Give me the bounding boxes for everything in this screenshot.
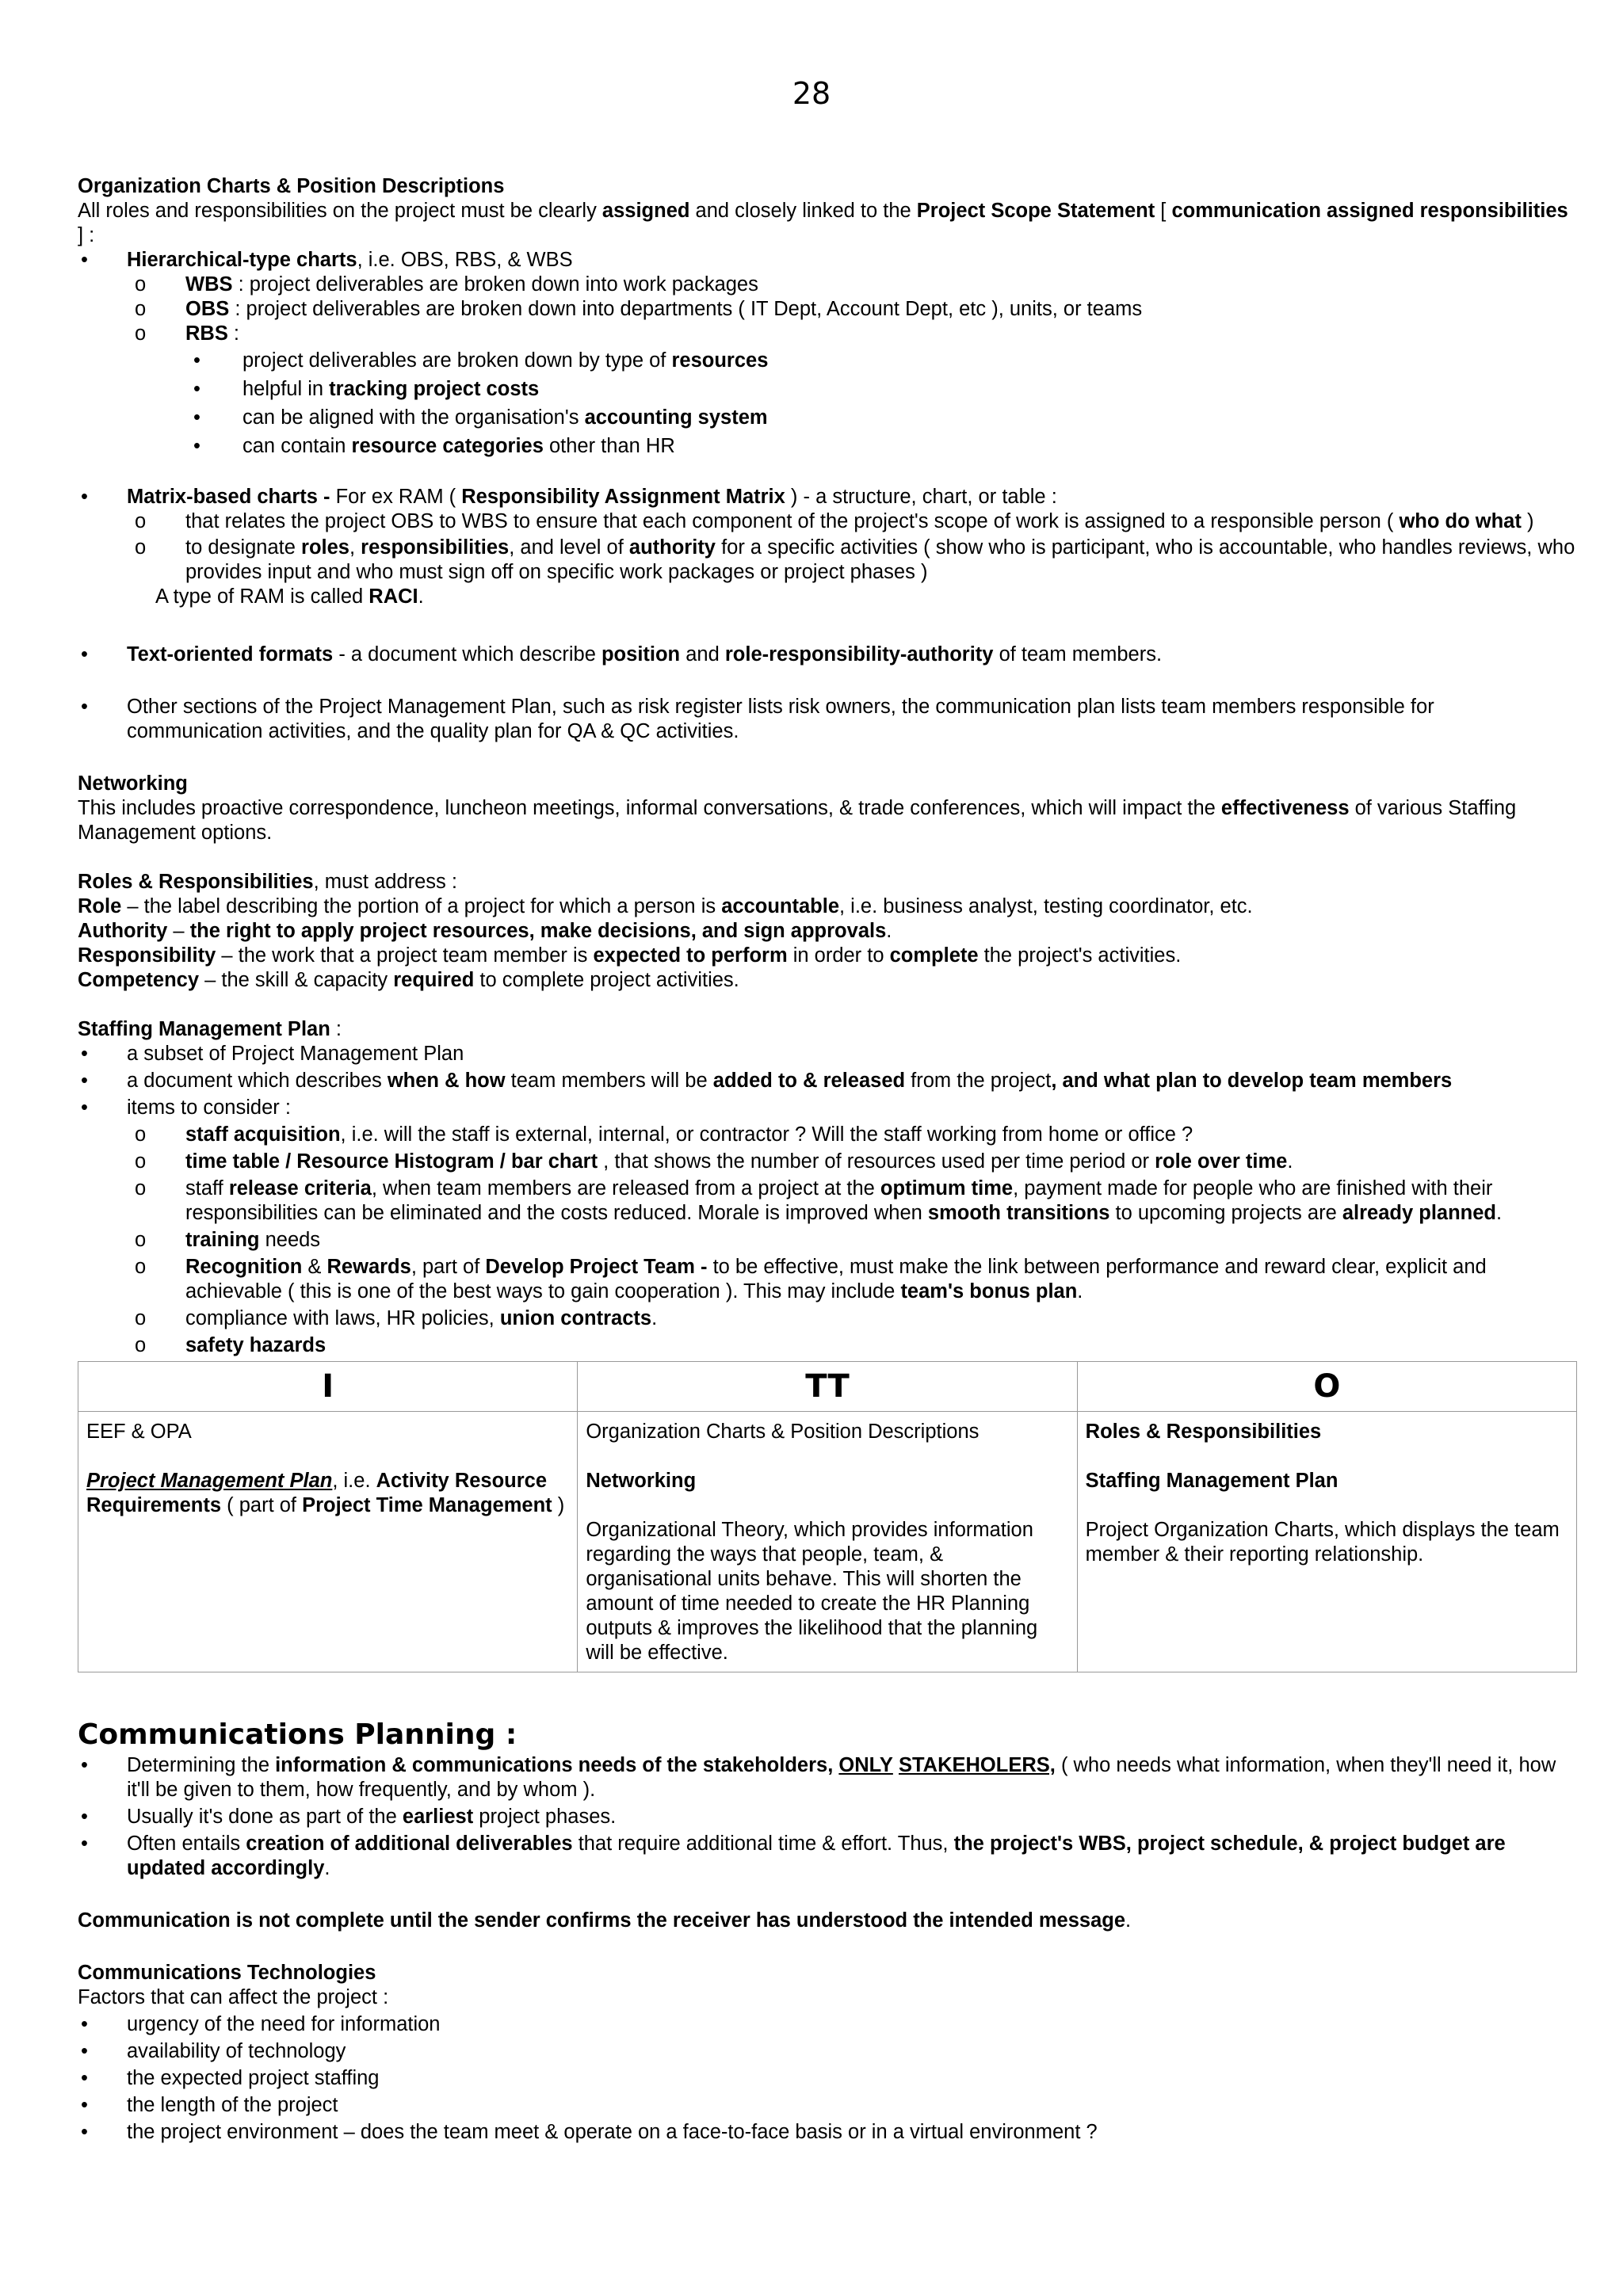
circle-bullet-icon: o (135, 273, 147, 296)
section-title-roles: Roles & Responsibilities, must address : (78, 871, 457, 893)
list-item: • a subset of Project Management Plan (81, 1043, 464, 1065)
circle-bullet-icon: o (135, 322, 147, 345)
list-item: o Recognition & Rewards, part of Develop Project Team - to be effective, must make the link between performance and reward clear, explicit and achievable ( this is one of the best ways to gain cooperation ). This may include team's bonus plan. (135, 1256, 1487, 1302)
list-item: o that relates the project OBS to WBS to ensure that each component of the project's scope of work is assigned to a responsible person ( who do what ) (135, 510, 1534, 532)
list-item: o safety hazards (135, 1334, 327, 1356)
bullet-icon: • (81, 249, 88, 271)
bullet-icon: • (81, 1833, 88, 1855)
role-definition: Role – the label describing the portion of a project for which a person is accountable, i.e. business analyst, testing coordinator, etc. (78, 895, 1253, 917)
table-row (78, 1412, 1577, 1672)
circle-bullet-icon: o (135, 1123, 147, 1146)
authority-definition: Authority – the right to apply project resources, make decisions, and sign approvals. (78, 920, 892, 942)
list-item: o to designate roles, responsibilities, and level of authority for a specific activities ( show who is participant, who is accountable, who handles reviews, who provides input and who must sign off on specific work packages or project phases ) (135, 536, 1575, 583)
list-item: • the expected project staffing (81, 2067, 380, 2089)
circle-bullet-icon: o (135, 298, 147, 320)
list-item: • Usually it's done as part of the earliest project phases. (81, 1806, 617, 1828)
list-item: • Hierarchical-type charts, i.e. OBS, RBS, & WBS (81, 249, 573, 271)
page-content (78, 174, 1575, 2145)
bullet-icon: • (81, 643, 88, 666)
networking-text: This includes proactive correspondence, luncheon meetings, informal conversations, & trade conferences, which will impact the effectiveness of various Staffing Management options. (78, 797, 1517, 844)
itto-table (78, 1361, 1577, 1672)
bullet-icon: • (81, 1097, 88, 1119)
list-item: • Determining the information & communications needs of the stakeholders, ONLY STAKEHOLERS, ( who needs what information, when they'll need it, how it'll be given to them, how frequently, and by whom ). (81, 1754, 1556, 1801)
comm-list (78, 1753, 1575, 1881)
inputs-cell: EEF & OPA Project Management Plan, i.e. Activity Resource Requirements ( part of Project Time Management ) (78, 1412, 578, 1672)
list-item: • helpful in tracking project costs (78, 375, 1575, 403)
section-title-org-charts: Organization Charts & Position Descriptions (78, 175, 505, 197)
bullet-icon: • (81, 1806, 88, 1828)
outputs-cell: Roles & Responsibilities Staffing Management Plan Project Organization Charts, which displays the team member & their reporting relationship. (1077, 1412, 1576, 1672)
bullet-icon: • (81, 696, 88, 718)
bullet-icon: • (193, 378, 200, 400)
list-item: • availability of technology (81, 2040, 346, 2062)
bullet-icon: • (81, 2067, 88, 2089)
communication-complete-note: Communication is not complete until the sender confirms the receiver has understood the intended message. (78, 1909, 1132, 1932)
responsibility-definition: Responsibility – the work that a project team member is expected to perform in order to complete the project's activities. (78, 944, 1182, 967)
list-item: • the project environment – does the team meet & operate on a face-to-face basis or in a virtual environment ? (81, 2121, 1098, 2143)
list-item: o compliance with laws, HR policies, union contracts. (135, 1307, 658, 1329)
list-item: • a document which describes when & how team members will be added to & released from the project, and what plan to develop team members (81, 1070, 1453, 1092)
bullet-icon: • (81, 486, 88, 508)
circle-bullet-icon: o (135, 1229, 147, 1251)
section-title-networking: Networking (78, 772, 188, 795)
circle-bullet-icon: o (135, 1334, 147, 1356)
bullet-icon: • (81, 2121, 88, 2143)
bullet-icon: • (81, 2094, 88, 2116)
page-number: 28 (792, 76, 831, 111)
header-outputs: O (1077, 1362, 1576, 1412)
factors-list (78, 2012, 1575, 2145)
list-item: • can be aligned with the organisation's accounting system (78, 403, 1575, 432)
header-tools: TT (578, 1362, 1077, 1412)
section-title-staffing: Staffing Management Plan : (78, 1018, 342, 1040)
bullet-icon: • (193, 406, 200, 429)
org-intro: All roles and responsibilities on the project must be clearly assigned and closely linked to the Project Scope Statement [ communication assigned responsibilities ] : (78, 200, 1568, 246)
circle-bullet-icon: o (135, 1256, 147, 1278)
list-item: o training needs (135, 1229, 321, 1251)
bullet-icon: • (81, 1754, 88, 1776)
circle-bullet-icon: o (135, 1150, 147, 1173)
bullet-icon: • (81, 2040, 88, 2062)
list-item: o staff release criteria, when team members are released from a project at the optimum time, payment made for people who are finished with their responsibilities can be eliminated and the costs reduced. Morale is improved when smooth transitions to upcoming projects are already planned. (135, 1177, 1503, 1224)
list-item: o staff acquisition, i.e. will the staff is external, internal, or contractor ? Will the staff working from home or office ? (135, 1123, 1193, 1146)
list-item: o RBS : (135, 322, 240, 345)
section-title-communications-planning: Communications Planning : (78, 1718, 517, 1751)
circle-bullet-icon: o (135, 536, 147, 559)
list-item: o time table / Resource Histogram / bar chart , that shows the number of resources used per time period or role over time. (135, 1150, 1293, 1173)
list-item: • project deliverables are broken down by type of resources (78, 346, 1575, 375)
circle-bullet-icon: o (135, 510, 147, 532)
bullet-icon: • (81, 1070, 88, 1092)
bullet-icon: • (81, 1043, 88, 1065)
circle-bullet-icon: o (135, 1307, 147, 1329)
table-header-row (78, 1362, 1577, 1412)
list-item: o WBS : project deliverables are broken down into work packages (135, 273, 758, 296)
org-chart-types (78, 248, 1575, 460)
comm-tech-intro: Factors that can affect the project : (78, 1986, 389, 2008)
section-title-comm-technologies: Communications Technologies (78, 1962, 376, 1984)
list-item: • Often entails creation of additional deliverables that require additional time & effort. Thus, the project's WBS, project schedule, & project budget are updated accordingly. (81, 1833, 1506, 1879)
list-item: • the length of the project (81, 2094, 338, 2116)
bullet-icon: • (193, 435, 200, 457)
list-item: • Matrix-based charts - For ex RAM ( Responsibility Assignment Matrix ) - a structure, chart, or table : (81, 486, 1057, 508)
text-formats (78, 643, 1575, 667)
tools-cell: Organization Charts & Position Descriptions Networking Organizational Theory, which provides information regarding the ways that people, team, & organisational units behave. This will shorten the amount of time needed to create the HR Planning outputs & improves the likelihood that the planning will be effective. (578, 1412, 1077, 1672)
list-item: • urgency of the need for information (81, 2013, 441, 2035)
list-item: • Text-oriented formats - a document which describe position and role-responsibility-authority of team members. (81, 643, 1163, 666)
matrix-charts (78, 485, 1575, 585)
bullet-icon: • (193, 349, 200, 372)
other-sections (78, 695, 1575, 744)
raci-note: A type of RAM is called RACI. (155, 585, 424, 608)
competency-definition: Competency – the skill & capacity required to complete project activities. (78, 969, 739, 991)
header-inputs: I (78, 1362, 578, 1412)
list-item: • Other sections of the Project Management Plan, such as risk register lists risk owners, the communication plan lists team members responsible for communication activities, and the quality plan for QA & QC activities. (81, 696, 1434, 742)
list-item: • items to consider : (81, 1097, 291, 1119)
list-item: o OBS : project deliverables are broken down into departments ( IT Dept, Account Dept, etc ), units, or teams (135, 298, 1143, 320)
staffing-list (78, 1042, 1575, 1358)
circle-bullet-icon: o (135, 1177, 147, 1199)
bullet-icon: • (81, 2013, 88, 2035)
list-item: • can contain resource categories other than HR (78, 432, 1575, 460)
